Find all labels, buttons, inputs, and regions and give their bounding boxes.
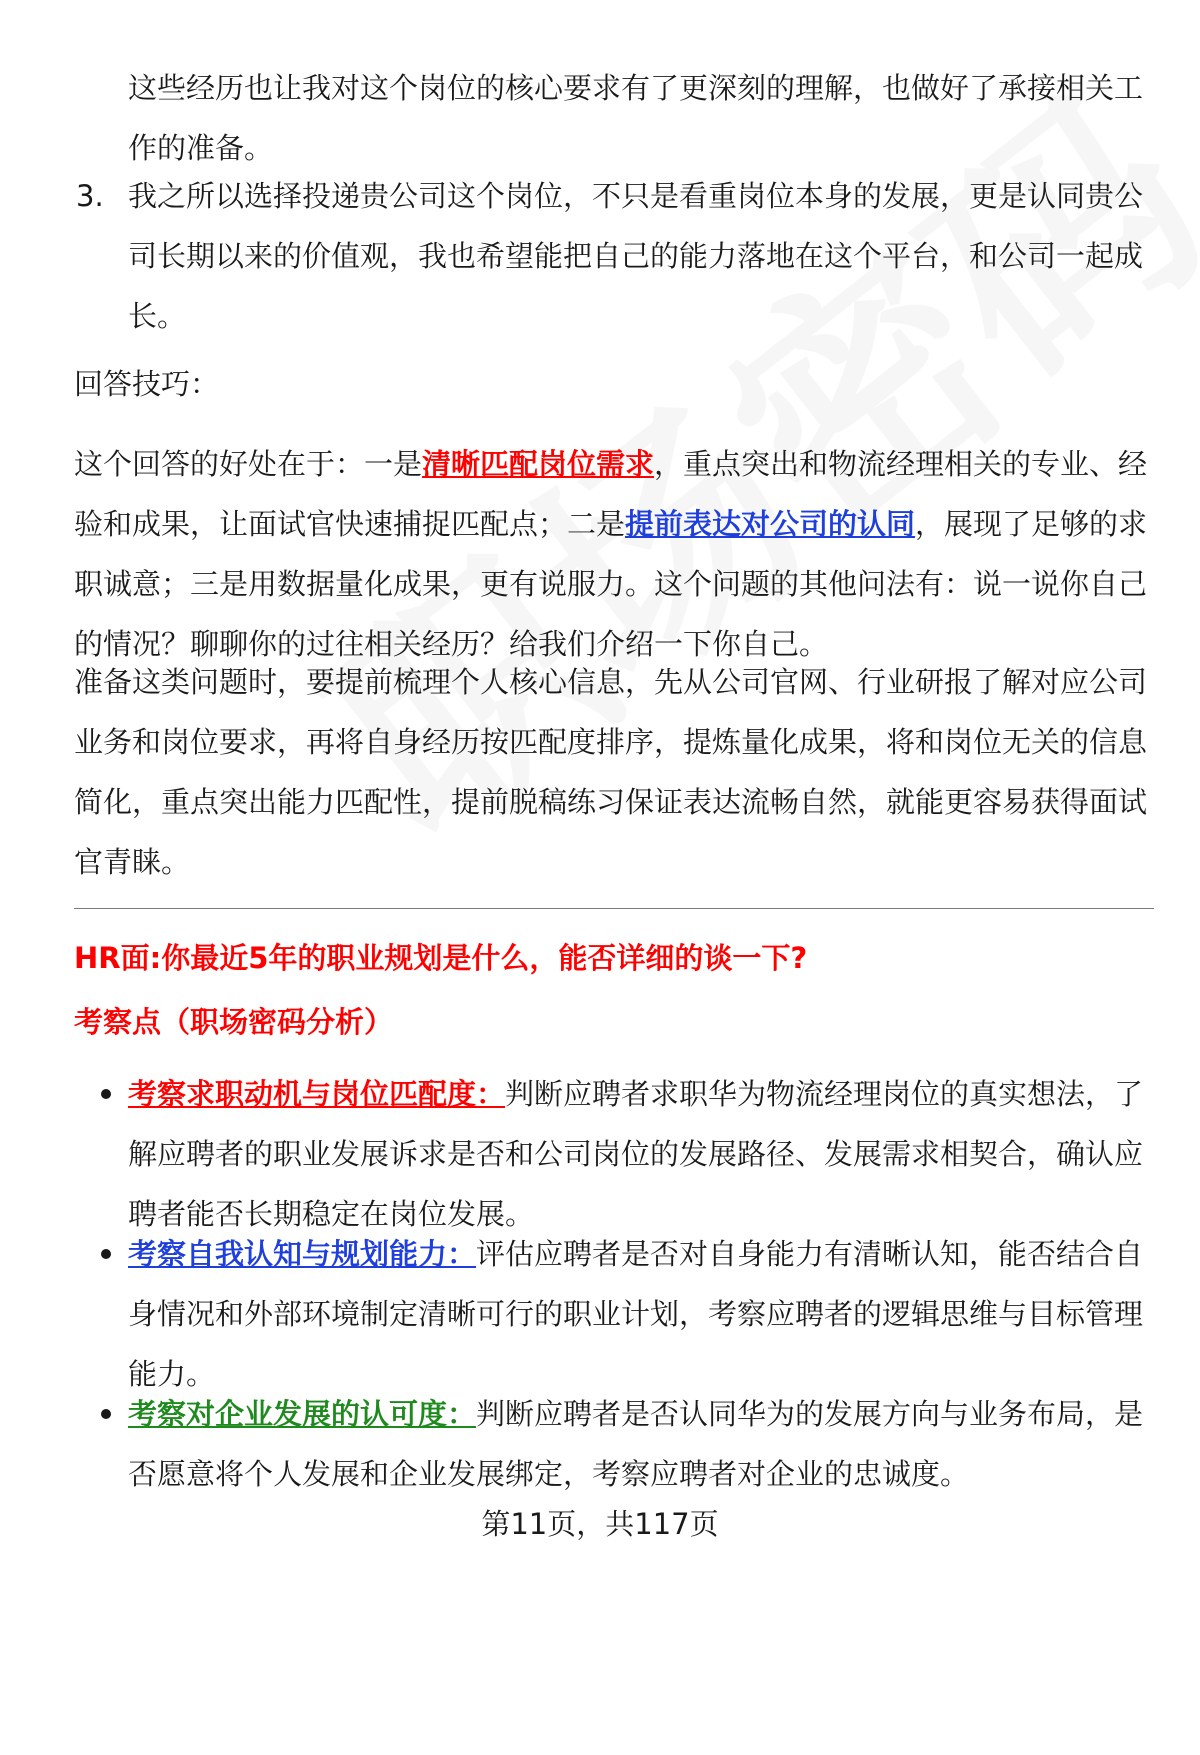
tips-text: ，重点突出和物流经理相关的专业、经验和成果，让面试官快速捕捉匹配点；二是 [74,447,1148,541]
bullet-item-1 [74,1064,1154,1244]
bullet-item-3 [74,1384,1154,1504]
bullet-label: 考察求职动机与岗位匹配度： [128,1077,506,1111]
bullet-body: 判断应聘者求职华为物流经理岗位的真实想法，了解应聘者的职业发展诉求是否和公司岗位的发展路径、发展需求相契合，确认应聘者能否长期稳定在岗位发展。 [128,1077,1144,1231]
list-item-3 [74,166,1154,346]
tips-paragraph-1 [74,434,1154,674]
bullet-text [128,1384,1154,1504]
bullet-text [128,1064,1154,1244]
bullet-item-2 [74,1224,1154,1404]
question-title: HR面:你最近5年的职业规划是什么，能否详细的谈一下? [74,941,808,975]
analysis-title: 考察点（职场密码分析） [74,1005,394,1039]
bullet-body: 判断应聘者是否认同华为的发展方向与业务布局，是否愿意将个人发展和企业发展绑定，考察应聘者对企业的忠诚度。 [128,1397,1144,1491]
highlight-company-recognition: 提前表达对公司的认同 [625,507,916,541]
section-divider [74,908,1154,909]
tips-text: 这个回答的好处在于：一是 [74,447,423,481]
tips-paragraph-2: 准备这类问题时，要提前梳理个人核心信息，先从公司官网、行业研报了解对应公司业务和岗位要求，再将自身经历按匹配度排序，提炼量化成果，将和岗位无关的信息简化，重点突出能力匹配性，提前脱稿练习保证表达流畅自然，就能更容易获得面试官青睐。 [74,665,1148,879]
bullet-text [128,1224,1154,1404]
intro-continuation: 这些经历也让我对这个岗位的核心要求有了更深刻的理解，也做好了承接相关工作的准备。 [128,71,1144,165]
bullet-dot [101,1089,111,1099]
list-item-text: 我之所以选择投递贵公司这个岗位，不只是看重岗位本身的发展，更是认同贵公司长期以来的价值观，我也希望能把自己的能力落地在这个平台，和公司一起成长。 [128,179,1144,333]
bullet-label: 考察对企业发展的认可度： [128,1397,477,1431]
highlight-match-requirements: 清晰匹配岗位需求 [422,447,655,481]
bullet-label: 考察自我认知与规划能力： [128,1237,477,1271]
page-footer: 第11页，共117页 [481,1507,719,1541]
bullet-dot [101,1249,111,1259]
tips-label: 回答技巧： [74,367,220,401]
list-number: 3. [76,179,104,213]
bullet-body: 评估应聘者是否对自身能力有清晰认知，能否结合自身情况和外部环境制定清晰可行的职业计划，考察应聘者的逻辑思维与目标管理能力。 [128,1237,1144,1391]
bullet-dot [101,1409,111,1419]
tips-text: ，展现了足够的求职诚意；三是用数据量化成果，更有说服力。这个问题的其他问法有：说一说你自己的情况？聊聊你的过往相关经历？给我们介绍一下你自己。 [74,507,1148,661]
